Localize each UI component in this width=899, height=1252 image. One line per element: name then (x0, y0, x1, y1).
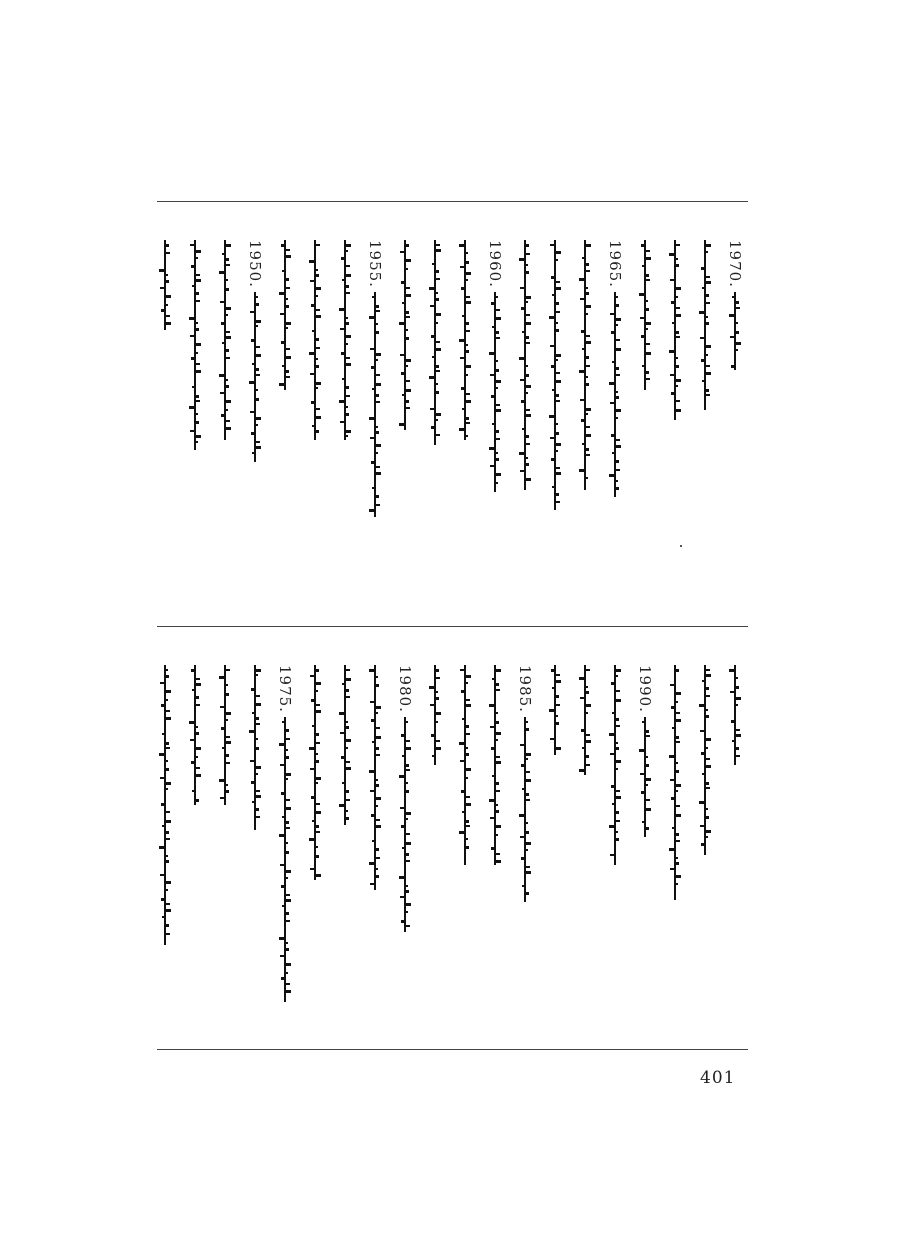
script-line (399, 717, 411, 932)
script-line (639, 717, 651, 837)
upper-section (157, 240, 748, 530)
poem-column (513, 240, 537, 530)
script-line (429, 665, 441, 765)
year-label: 1955. (366, 240, 384, 288)
poem-column (273, 240, 297, 530)
poem-column (663, 240, 687, 530)
poem-column (153, 665, 177, 965)
script-line (549, 665, 561, 755)
poem-column (723, 240, 747, 530)
poem-column (153, 240, 177, 530)
script-line (579, 240, 591, 490)
poem-column (573, 665, 597, 965)
script-line (249, 292, 261, 462)
script-line (369, 665, 381, 890)
poem-column (723, 665, 747, 965)
script-line (519, 717, 531, 902)
script-line (399, 240, 411, 430)
script-line (729, 665, 741, 765)
poem-column (543, 240, 567, 530)
script-line (699, 665, 711, 855)
poem-column (183, 665, 207, 965)
year-label: 1980. (396, 665, 414, 713)
script-line (339, 240, 351, 440)
poem-column (273, 665, 297, 965)
poem-column (453, 665, 477, 965)
middle-rule (157, 626, 748, 627)
poem-column (243, 665, 267, 965)
script-line (219, 665, 231, 805)
script-line (159, 665, 171, 945)
poem-column (633, 665, 657, 965)
poem-column (243, 240, 267, 530)
script-line (339, 665, 351, 825)
poem-column (663, 665, 687, 965)
poem-column (693, 665, 717, 965)
script-line (489, 292, 501, 492)
poem-column (303, 240, 327, 530)
year-label: 1990. (636, 665, 654, 713)
script-line (309, 665, 321, 880)
script-line (279, 717, 291, 1002)
lower-section (157, 665, 748, 965)
script-line (669, 665, 681, 900)
script-line (189, 240, 201, 450)
page-number: 401 (700, 1068, 736, 1088)
poem-column (333, 240, 357, 530)
poem-column (483, 240, 507, 530)
script-line (369, 292, 381, 517)
year-label: 1975. (276, 665, 294, 713)
poem-column (183, 240, 207, 530)
poem-column (423, 240, 447, 530)
script-line (609, 292, 621, 497)
poem-column (393, 240, 417, 530)
script-line (549, 240, 561, 510)
script-line (459, 665, 471, 865)
script-line (429, 240, 441, 445)
script-line (639, 240, 651, 390)
script-line (669, 240, 681, 420)
script-line (609, 665, 621, 865)
script-line (519, 240, 531, 490)
poem-column (513, 665, 537, 965)
poem-column (423, 665, 447, 965)
year-label: 1985. (516, 665, 534, 713)
script-line (219, 240, 231, 440)
script-line (729, 292, 741, 370)
stray-mark (680, 545, 682, 547)
poem-column (603, 665, 627, 965)
script-line (699, 240, 711, 410)
year-label: 1965. (606, 240, 624, 288)
poem-column (333, 665, 357, 965)
poem-column (603, 240, 627, 530)
year-label: 1960. (486, 240, 504, 288)
script-line (489, 665, 501, 865)
poem-column (633, 240, 657, 530)
script-line (189, 665, 201, 805)
script-line (579, 665, 591, 775)
top-rule (157, 201, 748, 202)
script-line (309, 240, 321, 440)
poem-column (573, 240, 597, 530)
script-line (459, 240, 471, 440)
script-line (249, 665, 261, 830)
poem-column (363, 665, 387, 965)
poem-column (393, 665, 417, 965)
script-line (159, 240, 171, 330)
poem-column (453, 240, 477, 530)
year-label: 1970. (726, 240, 744, 288)
poem-column (213, 665, 237, 965)
year-label: 1950. (246, 240, 264, 288)
poem-column (363, 240, 387, 530)
bottom-rule (157, 1049, 748, 1050)
poem-column (213, 240, 237, 530)
script-line (279, 240, 291, 390)
poem-column (303, 665, 327, 965)
poem-column (693, 240, 717, 530)
poem-column (543, 665, 567, 965)
poem-column (483, 665, 507, 965)
